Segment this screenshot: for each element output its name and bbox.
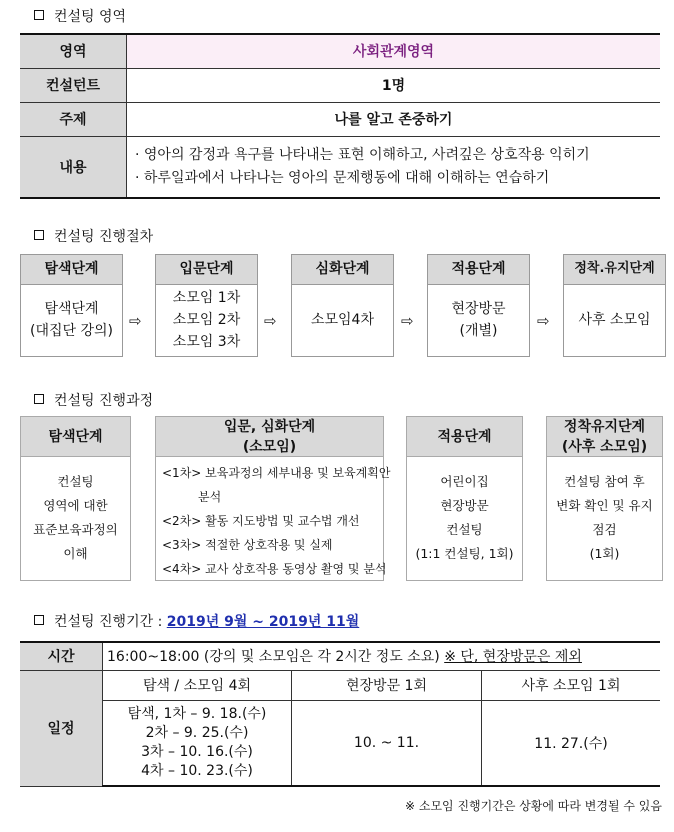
stage-head: 적용단계 [428, 255, 529, 285]
stage-body: 탐색단계 (대집단 강의) [30, 301, 113, 339]
stage-body: 소모임 1차 소모임 2차 소모임 3차 [172, 290, 241, 350]
col2-dates: 10. ~ 11. [292, 700, 482, 786]
procedure-stage-intro [155, 254, 258, 357]
period-value: 2019년 9월 ~ 2019년 11월 [166, 614, 360, 630]
consulting-info-table [20, 33, 660, 199]
col3-head: 사후 소모임 1회 [482, 670, 661, 700]
arrow-right-icon: ⇨ [264, 312, 277, 330]
process-intro-box [155, 416, 391, 581]
stage-head: 탐색단계 [21, 255, 122, 285]
list-item: <2차> 활동 지도방법 및 교수법 개선 [162, 514, 360, 528]
process-head: 정착유지단계 (사후 소모임) [547, 417, 662, 457]
content-item: · 영아의 감정과 욕구를 나타내는 표현 이해하고, 사려깊은 상호작용 익히기 [135, 146, 590, 163]
process-head: 탐색단계 [21, 417, 130, 457]
stage-head: 입문단계 [156, 255, 257, 285]
content-item: · 하루일과에서 나타나는 영아의 문제행동에 대해 이해하는 연습하기 [135, 169, 550, 186]
square-bullet-icon [34, 10, 44, 20]
col1-head: 탐색 / 소모임 4회 [103, 670, 292, 700]
section-title-procedure: 컨설팅 진행절차 [34, 226, 153, 246]
list-item: <1차> 보육과정의 세부내용 및 보육계획안 [162, 466, 391, 480]
stage-head: 정착.유지단계 [564, 255, 665, 285]
process-body: 컨설팅 영역에 대한 표준보육과정의 이해 [33, 474, 118, 561]
topic-value: 나를 알고 존중하기 [127, 102, 661, 136]
list-item: 분석 [198, 490, 222, 504]
procedure-stage-settle [563, 254, 666, 357]
schedule-table [20, 641, 660, 787]
arrow-right-icon: ⇨ [537, 312, 550, 330]
area-label: 영역 [20, 34, 127, 68]
stage-body: 사후 소모임 [578, 312, 651, 328]
content-label: 내용 [20, 136, 127, 198]
content-value [127, 136, 661, 198]
stage-head: 심화단계 [292, 255, 393, 285]
time-note: ※ 단, 현장방문은 제외 [444, 649, 582, 666]
schedule-label: 일정 [20, 670, 103, 786]
section-title-area: 컨설팅 영역 [34, 6, 126, 26]
process-body: 어린이집 현장방문 컨설팅 (1:1 컨설팅, 1회) [415, 474, 514, 561]
section-title-period: 컨설팅 진행기간 : 2019년 9월 ~ 2019년 11월 [34, 611, 359, 631]
process-apply-box [406, 416, 523, 581]
section-title-process: 컨설팅 진행과정 [34, 390, 153, 410]
consultant-label: 컨설턴트 [20, 68, 127, 102]
footnote: ※ 소모임 진행기간은 상황에 따라 변경될 수 있음 [404, 799, 662, 813]
col1-dates: 탐색, 1차 – 9. 18.(수) 2차 – 9. 25.(수) 3차 – 10. 16.(수) 4차 – 10. 23.(수) [103, 700, 292, 786]
process-settle-box [546, 416, 663, 581]
process-head: 적용단계 [407, 417, 522, 457]
time-value: 16:00~18:00 (강의 및 소모임은 각 2시간 정도 소요) ※ 단, 현장방문은 제외 [103, 642, 661, 670]
list-item: <4차> 교사 상호작용 동영상 촬영 및 분석 [162, 562, 387, 576]
procedure-stage-explore [20, 254, 123, 357]
square-bullet-icon [34, 394, 44, 404]
process-explore-box [20, 416, 131, 581]
topic-label: 주제 [20, 102, 127, 136]
process-head: 입문, 심화단계 (소모임) [156, 417, 383, 457]
col2-head: 현장방문 1회 [292, 670, 482, 700]
process-body: 컨설팅 참여 후 변화 확인 및 유지 점검 (1회) [556, 474, 653, 561]
consultant-value: 1명 [127, 68, 661, 102]
square-bullet-icon [34, 615, 44, 625]
arrow-right-icon: ⇨ [401, 312, 414, 330]
square-bullet-icon [34, 230, 44, 240]
arrow-right-icon: ⇨ [129, 312, 142, 330]
stage-body: 소모임4차 [310, 312, 374, 328]
time-label: 시간 [20, 642, 103, 670]
col3-dates: 11. 27.(수) [482, 700, 661, 786]
procedure-stage-apply [427, 254, 530, 357]
list-item: <3차> 적절한 상호작용 및 실제 [162, 538, 333, 552]
procedure-stage-deep [291, 254, 394, 357]
area-value: 사회관계영역 [127, 34, 661, 68]
process-list [156, 457, 391, 581]
stage-body: 현장방문 (개별) [451, 301, 506, 339]
